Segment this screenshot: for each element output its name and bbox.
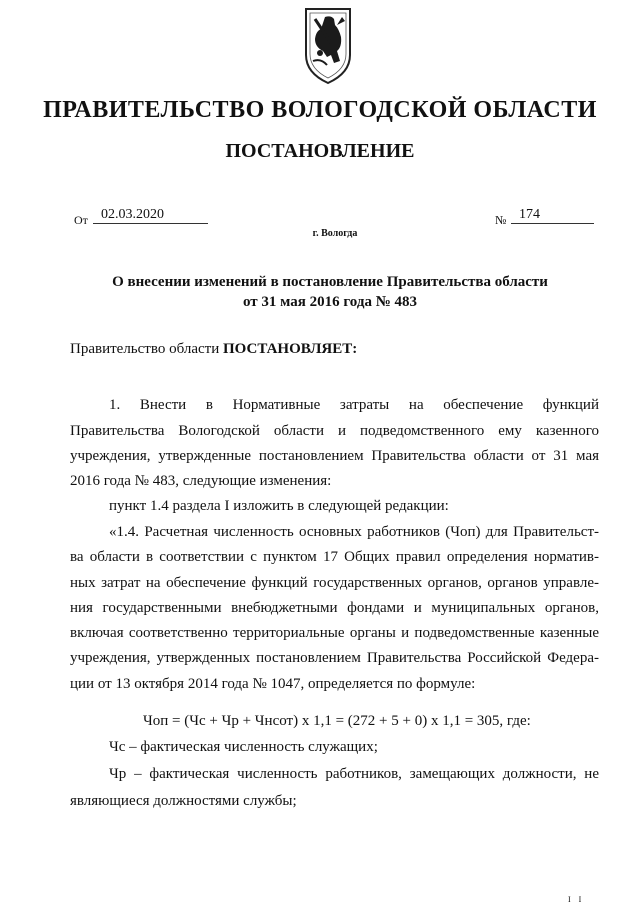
body-line: Чс – фактическая численность служащих; [109, 739, 378, 755]
formula: Чоп = (Чс + Чр + Чнсот) x 1,1 = (272 + 5 + 0) x 1,1 = 305, где: [143, 713, 531, 729]
body-line: «1.4. Расчетная численность основных работников (Чоп) для Правительст- [109, 524, 599, 540]
title-line-1: О внесении изменений в постановление Правительства области [112, 274, 548, 290]
body-line: ных затрат на обеспечение функций государственных органов, органов управле- [70, 575, 599, 591]
body-line: включая соответственно территориальные органы и подведомственные казенные [70, 625, 599, 641]
number-label: № [495, 213, 507, 227]
body-line: учреждения, утвержденные постановлением Правительства области от 31 мая [70, 448, 599, 464]
body-line: Правительства Вологодской области и подведомственного ему казенного [70, 423, 599, 439]
decree-statement [70, 341, 357, 358]
body-line: 2016 года № 483, следующие изменения: [70, 473, 332, 489]
decree-verb: ПОСТАНОВЛЯЕТ: [222, 341, 358, 357]
title-line-2: от 31 мая 2016 года № 483 [242, 294, 418, 310]
decree-prefix: Правительство области [70, 341, 223, 357]
document-type: ПОСТАНОВЛЕНИЕ [225, 140, 415, 162]
date-value: 02.03.2020 [93, 207, 208, 224]
government-name: ПРАВИТЕЛЬСТВО ВОЛОГОДСКОЙ ОБЛАСТИ [43, 97, 597, 123]
body-line: ции от 13 октября 2014 года № 1047, определяется по формуле: [70, 676, 476, 692]
body-line: 1. Внести в Нормативные затраты на обеспечение функций [109, 397, 599, 413]
number-value: 174 [511, 207, 594, 224]
body-line: ния государственными внебюджетными фондами и муниципальных органов, [70, 600, 599, 616]
body-line: являющиеся должностями службы; [70, 793, 297, 809]
page-marks: I I [568, 895, 585, 904]
coat-of-arms-emblem [301, 3, 355, 93]
date-label: От [74, 213, 88, 227]
body-line: пункт 1.4 раздела I изложить в следующей редакции: [109, 498, 449, 514]
body-line: учреждения, утвержденных постановлением Правительства Российской Федера- [70, 650, 599, 666]
city-label: г. Вологда [312, 228, 358, 239]
body-line: Чр – фактическая численность работников, замещающих должности, не [109, 766, 599, 782]
body-line: ва области в соответствии с пунктом 17 Общих правил определения норматив- [70, 549, 599, 565]
document-title [80, 272, 580, 312]
